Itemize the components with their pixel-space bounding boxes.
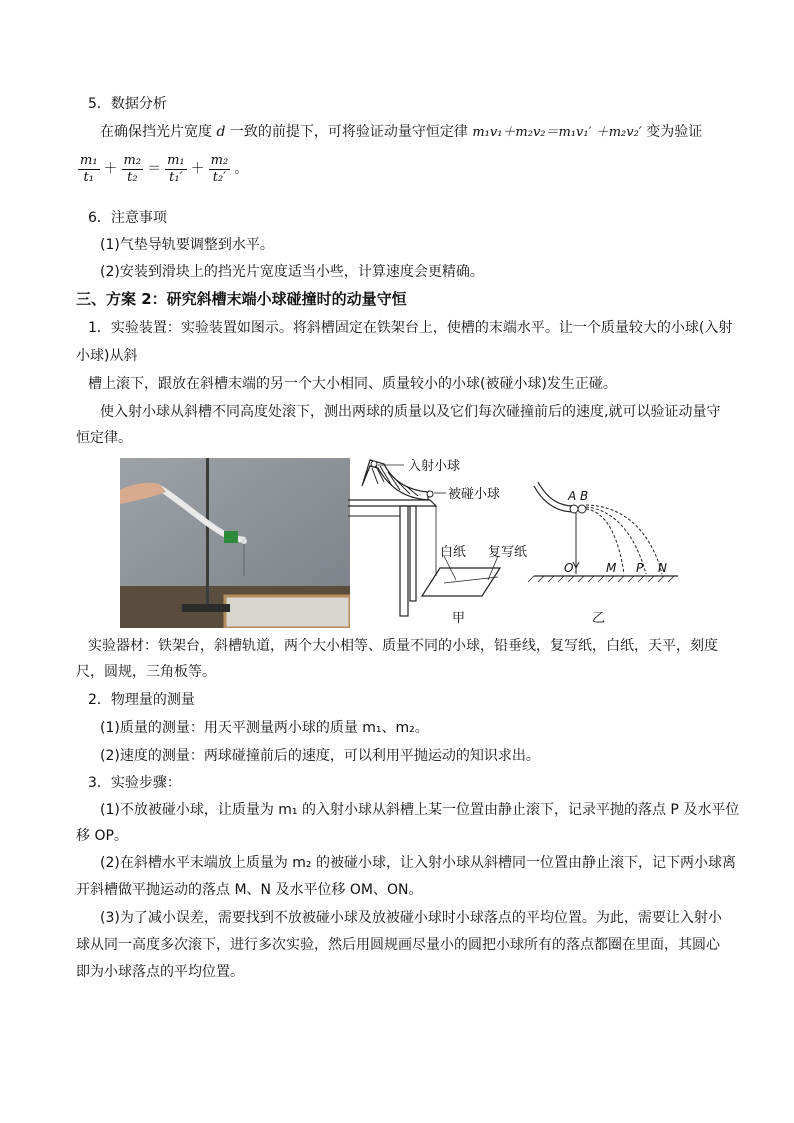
step-2-line-1: (2)在斜槽水平末端放上质量为 m₂ 的被碰小球，让入射小球从斜槽同一位置由静止滚下，记下两小球离 (100, 855, 736, 871)
fraction-m1-t1prime: $\frac{\text{m₁}}{\text{t₁′}}$ (167, 152, 185, 185)
label-incident-ball: 入射小球 (408, 459, 461, 474)
label-P: P (636, 561, 644, 575)
label-O: O (564, 561, 574, 575)
caption-yi: 乙 (592, 611, 606, 626)
period: 。 (234, 161, 249, 177)
label-carbon-paper: 复写纸 (488, 545, 528, 560)
label-B: B (580, 489, 589, 503)
momentum-law: m₁v₁＋m₂v₂＝m₁v₁′ ＋m₂v₂′ (472, 125, 642, 140)
text-before: 在确保挡光片宽度 (100, 124, 217, 140)
text-after: 变为验证 (641, 124, 703, 140)
label-A: A (568, 489, 577, 503)
plus-sign: ＋ (103, 161, 118, 177)
section-5-text (100, 122, 702, 143)
diagram-jia (348, 458, 527, 626)
text-mid: 一致的前提下，可将验证动量守恒定律 (225, 124, 473, 140)
label-target-ball: 被碰小球 (448, 487, 501, 502)
section-2-item-1: (1)质量的测量：用天平测量两小球的质量 m₁、m₂。 (100, 720, 429, 736)
section-3-heading: 3．实验步骤： (88, 775, 181, 791)
step-3-line-1: (3)为了减小误差，需要找到不放被碰小球及放被碰小球时小球落点的平均位置。为此，需要让入射小 (100, 910, 722, 926)
apparatus-line-5: 恒定律。 (76, 430, 132, 446)
equipment-line-2: 尺，圆规，三角板等。 (76, 664, 216, 680)
equipment-line-1: 实验器材：铁架台，斜槽轨道，两个大小相等、质量不同的小球，铅垂线，复写纸，白纸，天平，刻度 (88, 638, 718, 654)
verification-formula (76, 152, 250, 186)
section-6-heading: 6．注意事项 (88, 210, 167, 226)
experiment-photo (120, 458, 350, 628)
plus-sign: ＋ (190, 161, 205, 177)
fraction-m2-t2prime: $\frac{\text{m₂}}{\text{t₂′}}$ (210, 152, 229, 185)
equals-sign: ＝ (147, 161, 162, 177)
apparatus-line-3: 槽上滚下，跟放在斜槽末端的另一个大小相同、质量较小的小球(被碰小球)发生正碰。 (88, 376, 617, 392)
section-6-item-2: (2)安装到滑块上的挡光片宽度适当小些，计算速度会更精确。 (100, 264, 484, 280)
experiment-diagram (348, 456, 708, 631)
apparatus-line-1: 1．实验装置：实验装置如图示。将斜槽固定在铁架台上，使槽的末端水平。让一个质量较大的小球(入射 (88, 320, 733, 336)
apparatus-line-2: 小球)从斜 (76, 348, 138, 364)
section-2-item-2: (2)速度的测量：两球碰撞前后的速度，可以利用平抛运动的知识求出。 (100, 748, 540, 764)
fraction-m2-t2: $\frac{\text{m₂}}{\text{t₂}}$ (123, 152, 142, 185)
step-1-line-1: (1)不放被碰小球，让质量为 m₁ 的入射小球从斜槽上某一位置由静止滚下，记录平抛的落点 P 及水平位 (100, 802, 740, 818)
caption-jia: 甲 (452, 611, 466, 626)
section-6-item-1: (1)气垫导轨要调整到水平。 (100, 237, 274, 253)
step-3-line-2: 球从同一高度多次滚下，进行多次实验，然后用圆规画尽量小的圆把小球所有的落点都圈在里面，其圆心 (76, 937, 720, 953)
symbol-d: d (216, 124, 226, 140)
step-1-line-2: 移 OP。 (76, 828, 128, 844)
label-N: N (658, 561, 667, 575)
apparatus-line-4: 使入射小球从斜槽不同高度处滚下，测出两球的质量以及它们每次碰撞前后的速度,就可以验证动量守 (100, 404, 721, 420)
step-2-line-2: 开斜槽做平抛运动的落点 M、N 及水平位移 OM、ON。 (76, 882, 423, 898)
section-title-plan-2: 三、方案 2：研究斜槽末端小球碰撞时的动量守恒 (76, 290, 407, 308)
diagram-yi (528, 482, 678, 626)
label-M: M (606, 561, 617, 575)
fraction-m1-t1: $\frac{\text{m₁}}{\text{t₁}}$ (80, 152, 98, 185)
section-5-heading: 5．数据分析 (88, 96, 167, 112)
label-white-paper: 白纸 (440, 545, 467, 560)
step-3-line-3: 即为小球落点的平均位置。 (76, 964, 244, 980)
section-2-heading: 2．物理量的测量 (88, 692, 195, 708)
